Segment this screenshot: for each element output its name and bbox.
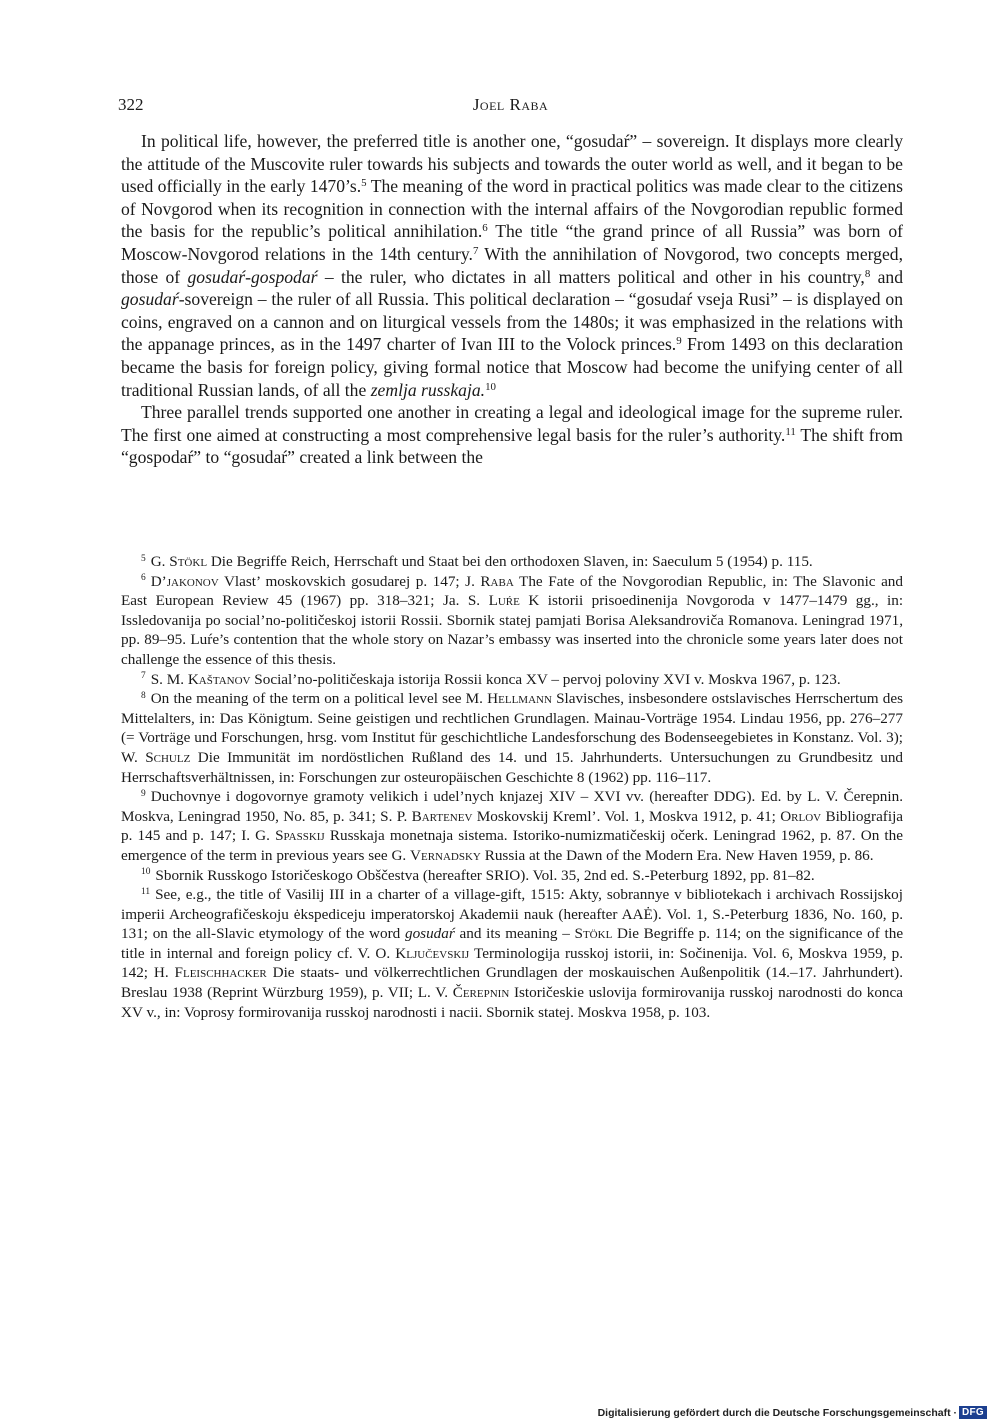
footnote-9 <box>121 787 903 865</box>
italic-term: gosudaŕ <box>121 289 179 310</box>
author-name: Vernadsky <box>410 846 481 864</box>
running-head: Joel Raba <box>472 95 549 114</box>
text-segment: Three parallel trends supported one another in creating a legal and ideological image for the supreme ruler. The first one aimed at constructing a most comprehensive legal basis for the ruler’s authority. <box>121 402 903 445</box>
footnote-text: Slavisches, insbesondere ostslavisches Herrschertum des Mittelalters, in: Das Königtum. Seine geistigen und rechtlichen Grundlagen. Mainau-Vorträge 1954. Lindau 1956, pp. 276–277 (= Vorträge und Forschungen, hrsg. vom Institut für geschichtliche Landesforschung des Bodenseegebietes in Konstanz. Vol. 3); W. <box>121 690 904 766</box>
footnote-text: The Fate of the Novgorodian Republic, in: The Slavonic and East European Review 45 (1967) pp. 318–321; Ja. S. <box>121 572 903 610</box>
footnote-ref-9[interactable]: 9 <box>676 335 682 348</box>
author-name: Raba <box>480 572 514 590</box>
footnote-text: On the meaning of the term on a political level see M. <box>150 690 483 708</box>
text-segment: The meaning of the word in practical politics was made clear to the citizens of Novgorod when its recognition in connection with the internal affairs of the Novgorodian republic formed the basis for the republic’s political annihilation. <box>121 176 903 242</box>
footnote-8 <box>121 689 903 787</box>
footnote-text: Istoričeskie uslovija formirovanija russkoj narodnosti do konca XV v., in: Voprosy formirovanija russkoj narodnosti i nacii. Sbornik statej. Moskva 1958, p. 103. <box>121 984 904 1021</box>
footnote-text: Die Immunität im nordöstlichen Rußland des 14. und 15. Jahrhunderts. Untersuchungen zu Grundbesitz und Herrschaftsverhältnissen, in: Forschungen zur osteuropäischen Geschichte 8 (1962) pp. 116–117. <box>121 748 904 786</box>
footnote-number: 7 <box>141 671 146 682</box>
footnote-7 <box>121 670 903 690</box>
author-name: Čerepnin <box>452 984 510 1002</box>
footnote-number: 11 <box>141 886 151 897</box>
footnote-ref-8[interactable]: 8 <box>864 267 871 280</box>
footnote-text: and its meaning – <box>459 925 570 943</box>
author-name: Luŕe <box>488 592 520 610</box>
author-name: Schulz <box>145 748 191 766</box>
dfg-logo: DFG <box>959 1406 987 1419</box>
footnote-text: Die Begriffe p. 114; on the significance of the title in internal and foreign policy cf. V. O. <box>121 925 904 962</box>
footnote-text: Die Begriffe Reich, Herrschaft und Staat bei den orthodoxen Slaven, in: Saeculum 5 (1954) p. 115. <box>210 553 813 570</box>
italic-term: zemlja russkaja. <box>370 379 486 400</box>
footnote-number: 5 <box>141 553 146 564</box>
footnotes <box>121 552 903 1022</box>
author-name: Fleischhacker <box>174 964 267 982</box>
footnote-text: Vlast’ moskovskich gosudarej p. 147; J. <box>223 572 475 590</box>
footnote-number: 6 <box>141 573 146 584</box>
footnote-text: K istorii prisoedinenija Novgoroda v 1477–1479 gg., in: Issledovanija po social’no-političeskoj istorii Rossii. Sbornik statej pamjati Borisa Aleksandroviča Romanova. Leningrad 1971, pp. 89–95. Luŕe’s contention that the whole story on Nazar’s embassy was inserted into the chronicle some years later does not challenge the essence of this thesis. <box>121 592 904 668</box>
footnote-text: S. M. <box>150 670 185 688</box>
footnote-ref-7[interactable]: 7 <box>472 244 479 257</box>
text-segment: – the ruler, who dictates in all matters political and other in his country, <box>324 266 865 287</box>
text-segment: The shift from “gospodaŕ” to “gosudaŕ” created a link between the <box>121 424 903 468</box>
footnote-number: 10 <box>141 867 151 878</box>
footnote-number: 8 <box>141 690 146 701</box>
footnote-text: Bibliografija p. 145 and p. 147; I. G. <box>121 807 904 845</box>
footnote-text: Sbornik Russkogo Istoričeskogo Obščestva (hereafter SRIO). Vol. 35, 2nd ed. S.-Peterburg 1892, pp. 81–82. <box>155 866 815 884</box>
footnote-10 <box>121 866 903 886</box>
text-segment: and <box>877 266 904 287</box>
footnote-ref-6[interactable]: 6 <box>482 222 488 235</box>
footnote-5 <box>121 552 903 572</box>
footnote-text: Russia at the Dawn of the Modern Era. New Haven 1959, p. 86. <box>484 846 874 864</box>
page-number: 322 <box>118 95 144 114</box>
footnote-text: Duchovnye i dogovornye gramoty velikich i udel’nych knjazej XIV – XVI vv. (hereafter DDG). Ed. by L. V. Čerepnin. Moskva, Leningrad 1950, No. 85, p. 341; S. P. <box>121 788 903 825</box>
footnote-text: Terminologija russkoj istorii, in: Sočinenija. Vol. 6, Moskva 1959, p. 142; H. <box>121 944 903 982</box>
text-segment: In political life, however, the preferred title is another one, “gosudaŕ” – sovereign. It displays more clearly the attitude of the Muscovite ruler towards his subjects and towards the outer world as well, and it began to be used officially in the early 1470’s. <box>121 131 903 197</box>
footnote-text: Social’no-političeskaja istorija Rossii konca XV – pervoj poloviny XVI v. Moskva 1967, p. 123. <box>254 670 841 688</box>
footnote-11 <box>121 885 903 1022</box>
footnote-number: 9 <box>141 788 146 799</box>
author-name: G. Stökl <box>150 553 208 570</box>
author-name: Hellmann <box>487 690 552 708</box>
author-name: Orlov <box>780 807 822 825</box>
body-paragraph-1 <box>121 130 903 401</box>
footnote-ref-10[interactable]: 10 <box>485 380 496 393</box>
footnote-text: Russkaja monetnaja sistema. Istoriko-numizmatičeskij očerk. Leningrad 1962, p. 87. On the emergence of the term in previous years see G. <box>121 827 903 864</box>
italic-term: gosudaŕ <box>404 925 455 943</box>
footnote-ref-5[interactable]: 5 <box>361 177 367 190</box>
author-name: D’jakonov <box>150 572 219 590</box>
footnote-text: Die staats- und völkerrechtlichen Grundlagen der moskauischen Außenpolitik (14.–17. Jahrhundert). Breslau 1938 (Reprint Würzburg 1959), p. VII; L. V. <box>121 964 903 1002</box>
funding-text: Digitalisierung gefördert durch die Deutsche Forschungsgemeinschaft · <box>597 1406 957 1419</box>
italic-term: gosudaŕ-gospodaŕ <box>187 266 318 287</box>
footnote-6 <box>121 572 903 670</box>
author-name: Spasskij <box>275 827 325 845</box>
text-segment: With the annihilation of Novgorod, two concepts merged, those of <box>121 243 903 287</box>
main-text <box>121 130 903 469</box>
text-segment: From 1493 on this declaration became the basis for foreign policy, giving formal notice that Moscow had become the unifying center of all traditional Russian lands, of all the <box>121 334 903 400</box>
page-header <box>118 95 903 117</box>
author-name: Stökl <box>574 925 613 943</box>
body-paragraph-2 <box>121 401 903 469</box>
digitization-banner <box>598 1406 987 1419</box>
author-name: Ključevskij <box>395 944 470 962</box>
footnote-ref-11[interactable]: 11 <box>785 425 796 438</box>
text-segment: The title “the grand prince of all Russia” was born of Moscow-Novgorod relations in the 14th century. <box>121 221 903 264</box>
footnote-text: Moskovskij Kreml’. Vol. 1, Moskva 1912, p. 41; <box>476 807 776 825</box>
author-name: Kaštanov <box>187 670 251 688</box>
text-segment: -sovereign – the ruler of all Russia. This political declaration – “gosudaŕ vseja Rusi” – is displayed on coins, engraved on a cannon and on liturgical vessels from the 1480s; it was emphasized in the relations with the appanage princes, as in the 1497 charter of Ivan III to the Volock princes. <box>121 289 903 355</box>
footnote-text: See, e.g., the title of Vasilij III in a charter of a village-gift, 1515: Akty, sobrannye v bibliotekach i archivach Rossijskoj imperii Archeografičeskoju ėkspediceju imperatorskoj Akademii nauk (hereafter AAĖ). Vol. 1, S.-Peterburg 1836, No. 160, p. 131; on the all-Slavic etymology of the word <box>121 886 903 943</box>
author-name: Bartenev <box>411 807 473 825</box>
